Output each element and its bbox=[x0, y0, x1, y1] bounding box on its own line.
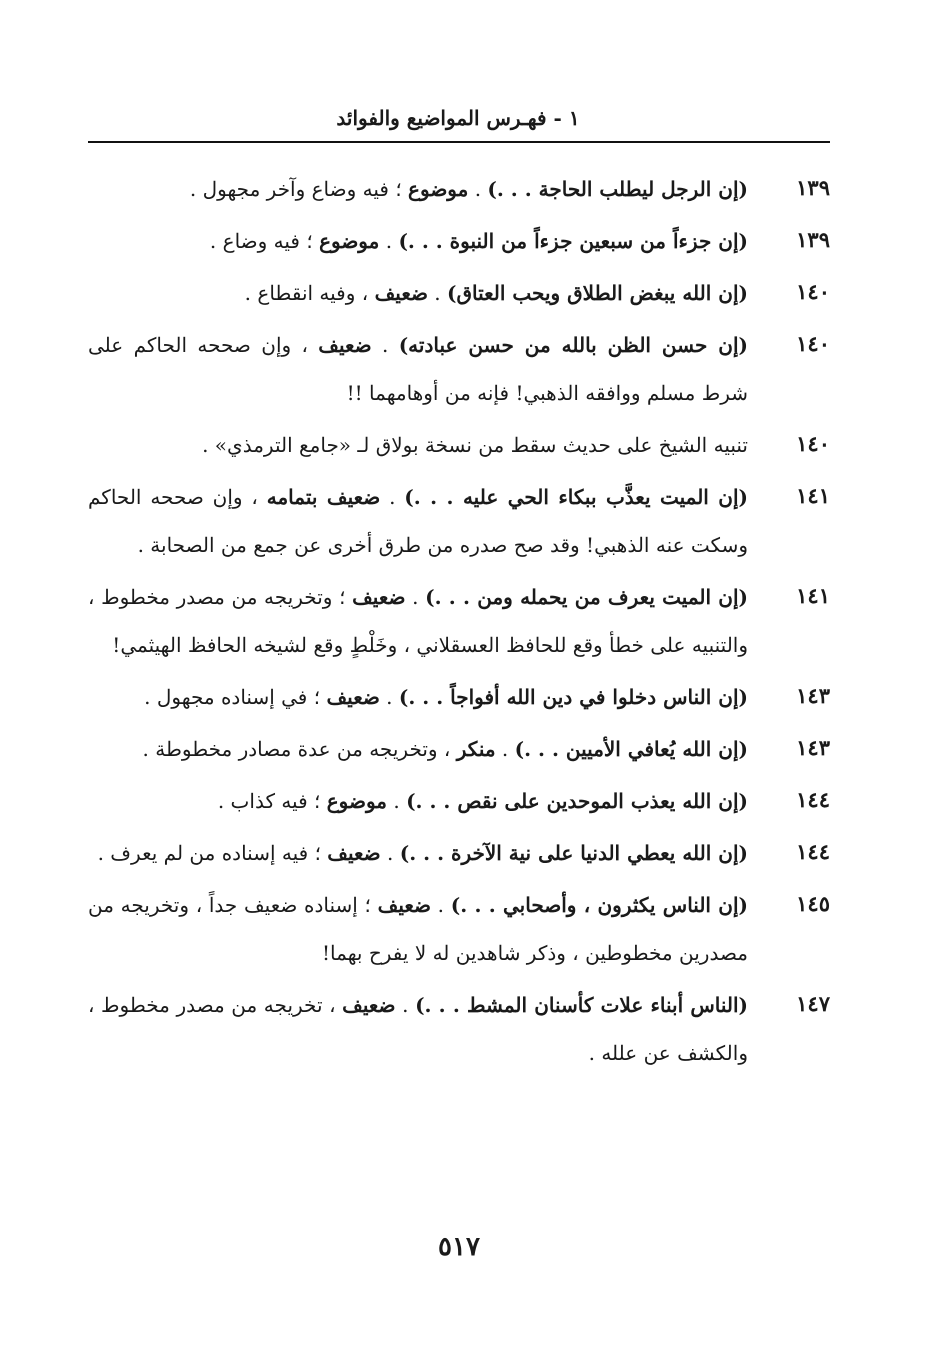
hadith-title: (إن الرجل ليطلب الحاجة . . .) bbox=[487, 177, 748, 201]
index-entry bbox=[88, 829, 830, 877]
entry-page-number: ١٣٩ bbox=[796, 175, 830, 200]
entry-note: ، وفيه انقطاع . bbox=[244, 281, 369, 305]
entry-note: ؛ فيه كذاب . bbox=[217, 789, 321, 813]
hadith-title: (إن جزءاً من سبعين جزءاً من النبوة . . .) bbox=[398, 229, 748, 253]
entry-text bbox=[88, 421, 748, 469]
index-entry bbox=[88, 217, 830, 265]
hadith-title: (إن الناس دخلوا في دين الله أفواجاً . . .) bbox=[398, 685, 748, 709]
hadith-verdict: ضعيف bbox=[374, 281, 428, 305]
entry-text: (إن الناس دخلوا في دين الله أفواجاً . . .) . ضعيف ؛ في إسناده مجهول . bbox=[144, 685, 748, 709]
entry-note: ؛ وتخريجه من مصدر مخطوط ، والتنبيه على خطأ وقع للحافظ العسقلاني ، وخَلْطٍ وقع لشيخه الحافظ الهيثمي! bbox=[88, 585, 748, 657]
entry-note: ، وإن صححه الحاكم وسكت عنه الذهبي! وقد صح صدره من طرق أخرى عن جمع من الصحابة . bbox=[88, 485, 748, 557]
hadith-verdict: ضعيف bbox=[342, 993, 396, 1017]
index-entry bbox=[88, 269, 830, 317]
entry-note: ؛ فيه وضاع . bbox=[209, 229, 313, 253]
index-entry bbox=[88, 881, 830, 977]
entry-page-number: ١٤٠ bbox=[796, 331, 830, 356]
hadith-verdict: ضعيف bbox=[318, 333, 372, 357]
entry-note: ؛ فيه إسناده من لم يعرف . bbox=[97, 841, 321, 865]
hadith-verdict: موضوع bbox=[326, 789, 388, 813]
entry-note: ، تخريجه من مصدر مخطوط ، والكشف عن علله . bbox=[88, 993, 748, 1065]
index-entry bbox=[88, 573, 830, 669]
entry-text: (إن الميت يعرف من يحمله ومن . . .) . ضعيف ؛ وتخريجه من مصدر مخطوط ، والتنبيه على خطأ وقع للحافظ العسقلاني ، وخَلْطٍ وقع لشيخه الحافظ الهيثمي! bbox=[88, 585, 748, 657]
hadith-verdict: ضعيف bbox=[327, 841, 381, 865]
entry-page-number: ١٤٤ bbox=[796, 787, 830, 812]
entry-note: ، وإن صححه الحاكم على شرط مسلم ووافقه الذهبي! فإنه من أوهامهما !! bbox=[88, 333, 748, 405]
entry-page-number: ١٤٥ bbox=[796, 891, 830, 916]
entry-page-number: ١٤٧ bbox=[796, 991, 830, 1016]
header-rule bbox=[88, 141, 830, 143]
hadith-title: (إن الميت يعرف من يحمله ومن . . .) bbox=[425, 585, 748, 609]
hadith-title: (إن الميت يعذَّب ببكاء الحي عليه . . .) bbox=[404, 485, 748, 509]
entry-page-number: ١٣٩ bbox=[796, 227, 830, 252]
hadith-title: (إن الناس يكثرون ، وأصحابي . . .) bbox=[450, 893, 748, 917]
entry-note: ، وتخريجه من عدة مصادر مخطوطة . bbox=[142, 737, 451, 761]
entry-page-number: ١٤٣ bbox=[796, 683, 830, 708]
entry-page-number: ١٤٣ bbox=[796, 735, 830, 760]
index-entry bbox=[88, 777, 830, 825]
running-head: ١ - فهـرس المواضيع والفوائد bbox=[336, 106, 580, 130]
entry-text: (إن الله يبغض الطلاق ويحب العتاق) . ضعيف ، وفيه انقطاع . bbox=[244, 281, 748, 305]
hadith-title: (إن الله يبغض الطلاق ويحب العتاق) bbox=[447, 281, 748, 305]
index-entry bbox=[88, 321, 830, 417]
hadith-verdict: ضعيف bbox=[352, 585, 406, 609]
hadith-verdict: ضعيف bbox=[377, 893, 431, 917]
entry-text: (إن الله يُعافي الأميين . . .) . منكر ، وتخريجه من عدة مصادر مخطوطة . bbox=[142, 737, 748, 761]
page-number: ٥١٧ bbox=[438, 1232, 480, 1262]
entry-text: (إن الله يعذب الموحدين على نقص . . .) . موضوع ؛ فيه كذاب . bbox=[217, 789, 748, 813]
index-entry bbox=[88, 421, 830, 469]
entry-text: (إن الرجل ليطلب الحاجة . . .) . موضوع ؛ فيه وضاع وآخر مجهول . bbox=[189, 177, 748, 201]
index-entry bbox=[88, 673, 830, 721]
index-entries bbox=[88, 165, 830, 1081]
entry-text: (إن الميت يعذَّب ببكاء الحي عليه . . .) . ضعيف بتمامه ، وإن صححه الحاكم وسكت عنه الذهبي! وقد صح صدره من طرق أخرى عن جمع من الصحابة . bbox=[88, 485, 748, 557]
hadith-title: (إن الله يعذب الموحدين على نقص . . .) bbox=[406, 789, 748, 813]
entry-page-number: ١٤٠ bbox=[796, 279, 830, 304]
hadith-verdict: ضعيف bbox=[326, 685, 380, 709]
index-entry bbox=[88, 165, 830, 213]
entry-note: ؛ في إسناده مجهول . bbox=[144, 685, 321, 709]
entry-page-number: ١٤١ bbox=[796, 583, 830, 608]
entry-note: ؛ فيه وضاع وآخر مجهول . bbox=[189, 177, 402, 201]
hadith-verdict: موضوع bbox=[319, 229, 380, 253]
index-entry bbox=[88, 725, 830, 773]
entry-text: (إن حسن الظن بالله من حسن عبادته) . ضعيف ، وإن صححه الحاكم على شرط مسلم ووافقه الذهبي! فإنه من أوهامهما !! bbox=[88, 333, 748, 405]
entry-page-number: ١٤١ bbox=[796, 483, 830, 508]
hadith-title: (إن الله يعطي الدنيا على نية الآخرة . . .) bbox=[399, 841, 748, 865]
hadith-title: (الناس أبناء علات كأسنان المشط . . .) bbox=[415, 993, 748, 1017]
hadith-verdict: ضعيف بتمامه bbox=[266, 485, 381, 509]
hadith-title: (إن الله يُعافي الأميين . . .) bbox=[514, 737, 748, 761]
index-entry bbox=[88, 981, 830, 1077]
index-entry bbox=[88, 473, 830, 569]
hadith-verdict: موضوع bbox=[408, 177, 469, 201]
hadith-title: (إن حسن الظن بالله من حسن عبادته) bbox=[398, 333, 748, 357]
entry-page-number: ١٤٠ bbox=[796, 431, 830, 456]
entry-text: (إن جزءاً من سبعين جزءاً من النبوة . . .) . موضوع ؛ فيه وضاع . bbox=[209, 229, 748, 253]
entry-text: (إن الله يعطي الدنيا على نية الآخرة . . .) . ضعيف ؛ فيه إسناده من لم يعرف . bbox=[97, 841, 748, 865]
hadith-verdict: منكر bbox=[456, 737, 496, 761]
entry-page-number: ١٤٤ bbox=[796, 839, 830, 864]
entry-text: (الناس أبناء علات كأسنان المشط . . .) . ضعيف ، تخريجه من مصدر مخطوط ، والكشف عن علله . bbox=[88, 993, 748, 1065]
entry-note: ؛ إسناده ضعيف جداً ، وتخريجه من مصدرين مخطوطين ، وذكر شاهدين له لا يفرح بهما! bbox=[88, 893, 748, 965]
entry-note: تنبيه الشيخ على حديث سقط من نسخة بولاق لـ «جامع الترمذي» . bbox=[202, 433, 748, 457]
entry-text: (إن الناس يكثرون ، وأصحابي . . .) . ضعيف ؛ إسناده ضعيف جداً ، وتخريجه من مصدرين مخطوطين ، وذكر شاهدين له لا يفرح بهما! bbox=[88, 893, 748, 965]
